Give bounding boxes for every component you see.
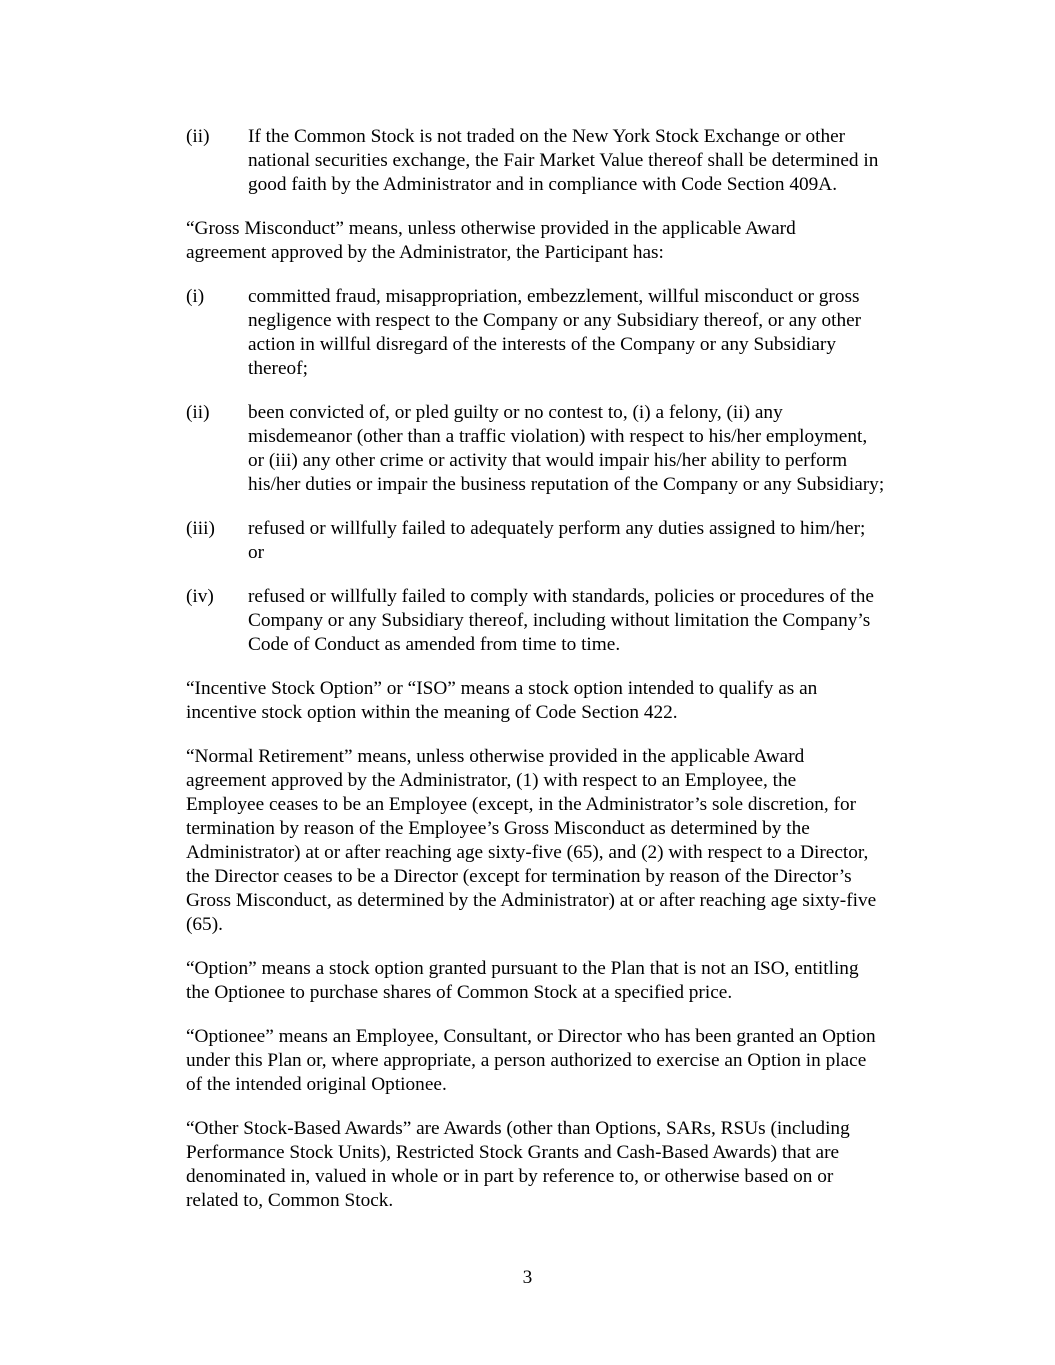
definition-paragraph <box>186 745 946 937</box>
text-line: negligence with respect to the Company or any Subsidiary thereof, or any other <box>248 310 862 331</box>
list-item-body <box>248 585 946 657</box>
list-item <box>186 285 946 381</box>
text-line: committed fraud, misappropriation, embezzlement, willful misconduct or gross <box>248 286 860 307</box>
text-line: Company or any Subsidiary thereof, including without limitation the Company’s <box>248 610 871 631</box>
text-line: “Option” means a stock option granted pursuant to the Plan that is not an ISO, entitling <box>186 958 859 979</box>
definition-paragraph <box>186 1117 946 1213</box>
text-line: refused or willfully failed to comply with standards, policies or procedures of the <box>248 586 874 607</box>
list-item-label: (ii) <box>186 126 210 147</box>
list-item-body <box>248 125 946 197</box>
text-line: refused or willfully failed to adequately perform any duties assigned to him/her; <box>248 518 866 539</box>
text-line: “Optionee” means an Employee, Consultant, or Director who has been granted an Option <box>186 1026 876 1047</box>
page-number: 3 <box>522 1267 533 1288</box>
text-line: agreement approved by the Administrator, the Participant has: <box>186 242 664 263</box>
text-line: “Normal Retirement” means, unless otherwise provided in the applicable Award <box>186 746 805 767</box>
text-line: been convicted of, or pled guilty or no contest to, (i) a felony, (ii) any <box>248 402 783 423</box>
text-line: Code of Conduct as amended from time to time. <box>248 634 621 655</box>
list-item-body <box>248 285 946 381</box>
text-line: incentive stock option within the meaning of Code Section 422. <box>186 702 678 723</box>
text-line: related to, Common Stock. <box>186 1190 394 1211</box>
text-line: national securities exchange, the Fair Market Value thereof shall be determined in <box>248 150 879 171</box>
text-line: If the Common Stock is not traded on the New York Stock Exchange or other <box>248 126 846 147</box>
list-item-body <box>248 401 946 497</box>
list-item <box>186 401 946 497</box>
text-line: Employee ceases to be an Employee (except, in the Administrator’s sole discretion, for <box>186 794 857 815</box>
text-line: of the intended original Optionee. <box>186 1074 447 1095</box>
text-line: under this Plan or, where appropriate, a person authorized to exercise an Option in place <box>186 1050 867 1071</box>
text-line: or (iii) any other crime or activity that would impair his/her ability to perform <box>248 450 848 471</box>
text-line: the Director ceases to be a Director (except for termination by reason of the Director’s <box>186 866 852 887</box>
definition-paragraph <box>186 1025 946 1097</box>
list-item <box>186 585 946 657</box>
list-item <box>186 125 946 197</box>
text-line: or <box>248 542 265 563</box>
text-line: Gross Misconduct, as determined by the Administrator) at or after reaching age sixty-five <box>186 890 877 911</box>
text-line: termination by reason of the Employee’s Gross Misconduct as determined by the <box>186 818 810 839</box>
text-line: “Other Stock-Based Awards” are Awards (other than Options, SARs, RSUs (including <box>186 1118 850 1139</box>
list-item-body <box>248 517 946 565</box>
text-line: misdemeanor (other than a traffic violation) with respect to his/her employment, <box>248 426 868 447</box>
list-item-label: (ii) <box>186 402 210 423</box>
text-line: his/her duties or impair the business reputation of the Company or any Subsidiary; <box>248 474 885 495</box>
text-line: Performance Stock Units), Restricted Stock Grants and Cash-Based Awards) that are <box>186 1142 840 1163</box>
list-item-label: (i) <box>186 286 205 307</box>
text-line: thereof; <box>248 358 308 379</box>
definition-paragraph <box>186 957 946 1005</box>
text-line: denominated in, valued in whole or in part by reference to, or otherwise based on or <box>186 1166 834 1187</box>
list-item-label: (iii) <box>186 518 215 539</box>
text-line: agreement approved by the Administrator, (1) with respect to an Employee, the <box>186 770 797 791</box>
text-line: the Optionee to purchase shares of Common Stock at a specified price. <box>186 982 733 1003</box>
text-line: Administrator) at or after reaching age sixty-five (65), and (2) with respect to a Director, <box>186 842 869 863</box>
list-item <box>186 517 946 565</box>
text-line: good faith by the Administrator and in compliance with Code Section 409A. <box>248 174 838 195</box>
list-item-label: (iv) <box>186 586 214 607</box>
text-line: “Incentive Stock Option” or “ISO” means a stock option intended to qualify as an <box>186 678 818 699</box>
text-line: action in willful disregard of the interests of the Company or any Subsidiary <box>248 334 836 355</box>
text-line: “Gross Misconduct” means, unless otherwise provided in the applicable Award <box>186 218 796 239</box>
text-line: (65). <box>186 914 223 935</box>
definition-paragraph <box>186 217 946 265</box>
definition-paragraph <box>186 677 946 725</box>
